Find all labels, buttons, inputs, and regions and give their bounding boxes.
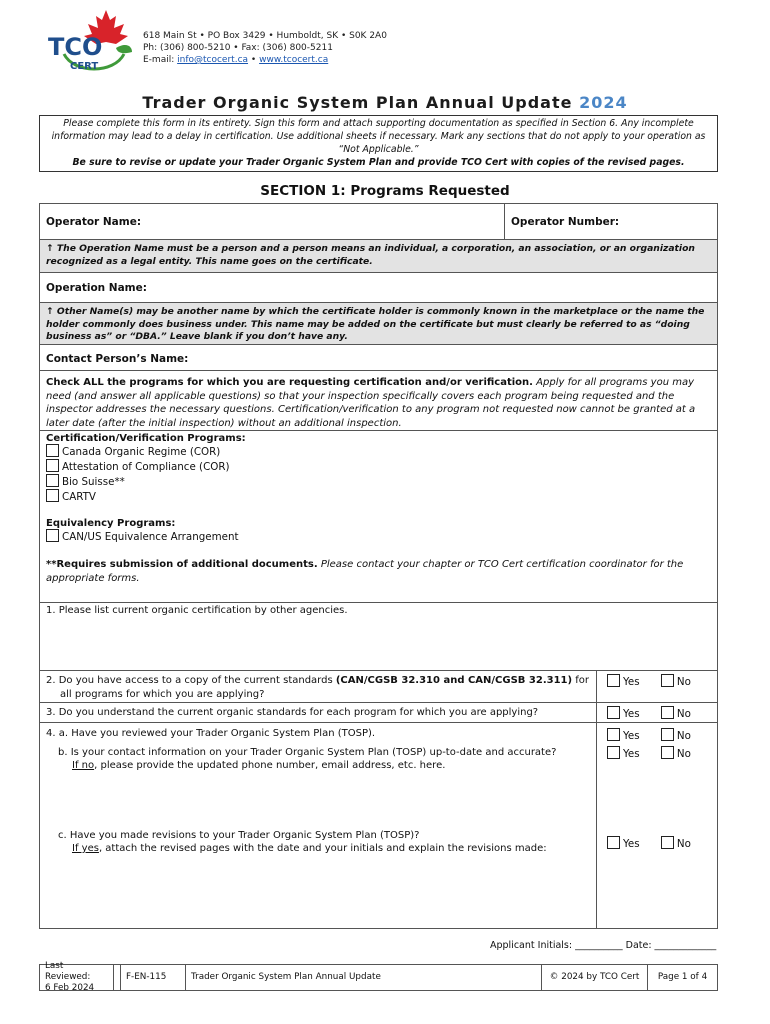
operator-number-field[interactable] [505, 204, 717, 240]
program-option-can-us[interactable]: CAN/US Equivalence Arrangement [46, 529, 711, 544]
question-4c-answer [607, 835, 711, 853]
question-4b-answer [607, 745, 711, 763]
question-4a: 4. a. Have you reviewed your Trader Organic System Plan (TOSP). [46, 728, 376, 739]
question-4b-followup: If no, please provide the updated phone number, email address, etc. here. [72, 760, 446, 771]
checkbox[interactable] [661, 746, 674, 759]
tco-cert-logo [44, 8, 134, 78]
operation-name-note: ↑ The Operation Name must be a person and a person means an individual, a corporation, an association, or an organization recognized as a legal entity. This name goes on the certificate. [40, 240, 717, 273]
section-title: SECTION 1: Programs Requested [260, 183, 510, 199]
title-year: 2024 [579, 93, 628, 112]
contact-person-field[interactable] [40, 345, 717, 371]
checkbox[interactable] [46, 444, 59, 457]
operation-name-label: Operation Name: [46, 282, 147, 294]
no-option[interactable]: No [661, 676, 691, 688]
checkbox[interactable] [661, 706, 674, 719]
yes-option[interactable]: Yes [607, 676, 640, 688]
page-title [0, 93, 770, 112]
no-option[interactable]: No [661, 708, 691, 720]
no-option[interactable]: No [661, 838, 691, 850]
program-option-cor[interactable]: Canada Organic Regime (COR) [46, 444, 711, 459]
website-link[interactable]: www.tcocert.ca [259, 55, 329, 65]
logo-sub: CERT [70, 61, 99, 72]
contact-info [143, 30, 387, 66]
check-bold: Check ALL the programs for which you are requesting certification and/or verification. [46, 377, 533, 388]
question-2: 2. Do you have access to a copy of the current standards (CAN/CGSB 32.310 and CAN/CGSB 32.311) for all programs for which you are applying? [40, 671, 597, 703]
check-programs-instructions [40, 371, 717, 431]
applicant-initials-date[interactable]: Applicant Initials: __________ Date: _____________ [490, 940, 717, 951]
requires-note [46, 558, 711, 585]
checkbox[interactable] [607, 746, 620, 759]
logo-text: TCO [48, 33, 103, 61]
programs-section [40, 431, 717, 602]
question-4a-answer [607, 727, 711, 745]
yes-option[interactable]: Yes [607, 730, 640, 742]
checkbox[interactable] [46, 529, 59, 542]
email-label: E-mail: [143, 55, 175, 65]
footer-code: F-EN-115 [120, 965, 186, 990]
question-2-answer [597, 671, 717, 703]
footer-doc-name: Trader Organic System Plan Annual Update [186, 965, 542, 990]
no-option[interactable]: No [661, 730, 691, 742]
contact-person-label: Contact Person’s Name: [46, 353, 189, 365]
questions-table [39, 603, 718, 929]
leaf-icon [116, 45, 132, 53]
intro-box [39, 115, 718, 172]
operator-number-label: Operator Number: [511, 216, 620, 228]
question-4c-followup: If yes, attach the revised pages with the date and your initials and explain the revisions made: [72, 843, 547, 854]
question-4 [40, 723, 597, 929]
intro-text: Please complete this form in its entirety. Sign this form and attach supporting documentation as specified in Section 6. Any incomplete information may lead to a delay in certification. Use additional sheets if necessary. Mark any sections that do not apply to your operation as “Not Applicable.” [51, 118, 706, 155]
phone-fax: Ph: (306) 800-5210 • Fax: (306) 800-5211 [143, 43, 333, 53]
checkbox[interactable] [46, 474, 59, 487]
operation-name-field[interactable] [40, 273, 717, 303]
operator-name-label: Operator Name: [46, 216, 142, 228]
question-3-answer [597, 703, 717, 723]
no-option[interactable]: No [661, 748, 691, 760]
question-3: 3. Do you understand the current organic standards for each program for which you are applying? [40, 703, 597, 723]
yes-option[interactable]: Yes [607, 708, 640, 720]
address: 618 Main St • PO Box 3429 • Humboldt, SK • S0K 2A0 [143, 31, 387, 41]
check-italic: Apply for all programs you may need (and answer all applicable questions) so that your inspection specifically covers each program being requested and the inspector addresses the necessary questions. Certification/verification to any program not requested now cannot be granted at a later date (after the initial inspection) without an additional inspection. [46, 377, 696, 429]
program-option-cartv[interactable]: CARTV [46, 489, 711, 504]
checkbox[interactable] [661, 836, 674, 849]
program-option-attestation[interactable]: Attestation of Compliance (COR) [46, 459, 711, 474]
section1-table [39, 203, 718, 603]
checkbox[interactable] [607, 836, 620, 849]
yes-option[interactable]: Yes [607, 838, 640, 850]
footer [39, 961, 718, 993]
footer-copyright: © 2024 by TCO Cert [542, 965, 648, 990]
question-1: 1. Please list current organic certification by other agencies. [40, 603, 717, 671]
other-names-note: ↑ Other Name(s) may be another name by which the certificate holder is commonly known in the marketplace or the name the holder commonly does business under. This name may be added on the certificate but must clearly be referred to as “doing business as” or “DBA.” Leave blank if you don’t have any. [40, 303, 717, 345]
checkbox[interactable] [661, 674, 674, 687]
question-4c: c. Have you made revisions to your Trader Organic System Plan (TOSP)? [58, 829, 420, 841]
yes-option[interactable]: Yes [607, 748, 640, 760]
operator-name-field[interactable] [40, 204, 505, 240]
requires-bold: **Requires submission of additional documents. [46, 559, 318, 570]
checkbox[interactable] [661, 728, 674, 741]
checkbox[interactable] [607, 728, 620, 741]
checkbox[interactable] [46, 489, 59, 502]
program-option-bio-suisse[interactable]: Bio Suisse** [46, 474, 711, 489]
intro-bold: Be sure to revise or update your Trader Organic System Plan and provide TCO Cert with copies of the revised pages. [72, 157, 685, 168]
cert-programs-label: Certification/Verification Programs: [46, 433, 246, 444]
footer-reviewed: Last Reviewed: 6 Feb 2024 [40, 965, 114, 990]
title-main: Trader Organic System Plan Annual Update [142, 93, 573, 112]
equiv-programs-label: Equivalency Programs: [46, 518, 176, 529]
checkbox[interactable] [607, 674, 620, 687]
question-4-answers [597, 723, 717, 929]
question-4b: b. Is your contact information on your Trader Organic System Plan (TOSP) up-to-date and accurate? [58, 746, 557, 758]
footer-page-number: Page 1 of 4 [657, 972, 708, 982]
checkbox[interactable] [607, 706, 620, 719]
email-link[interactable]: info@tcocert.ca [177, 55, 249, 65]
checkbox[interactable] [46, 459, 59, 472]
requires-italic: Please contact your chapter or TCO Cert certification coordinator for the appropriate forms. [46, 559, 684, 584]
separator: • [250, 55, 257, 65]
